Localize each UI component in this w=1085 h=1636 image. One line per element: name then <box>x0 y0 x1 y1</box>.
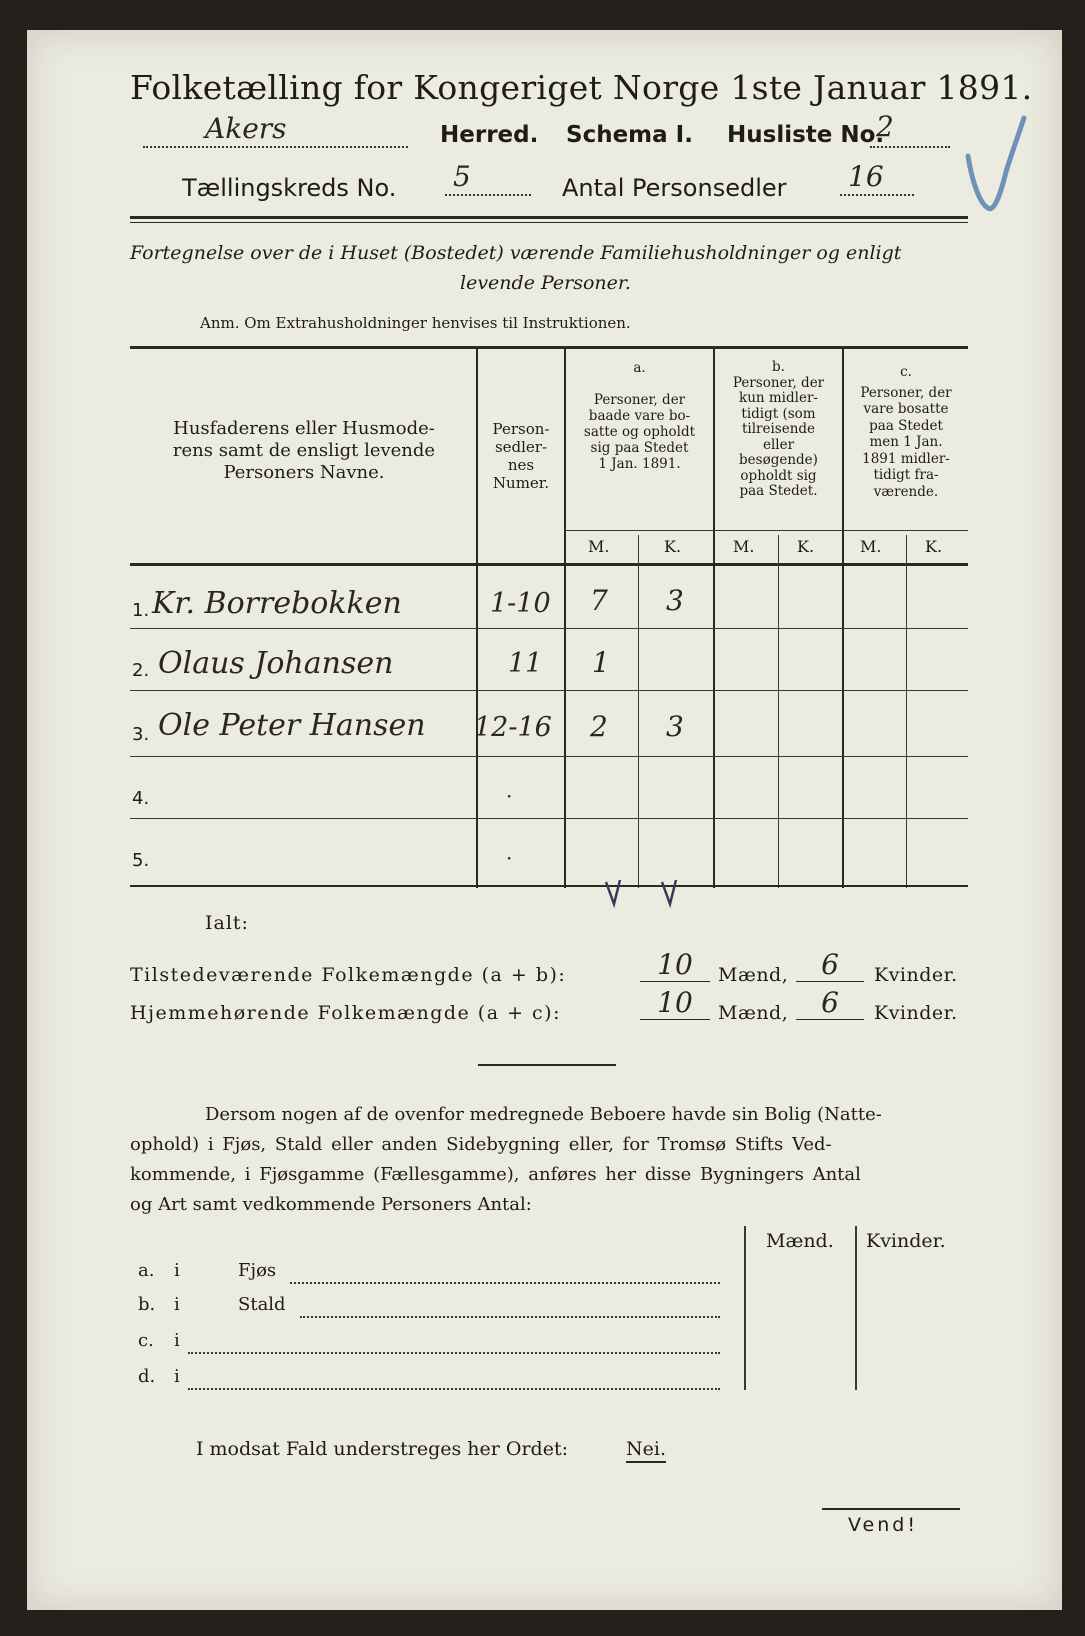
col-c-header: c. Personer, der vare bosatte paa Stedet men 1 Jan. 1891 midler- tidigt fra- værende. <box>860 364 952 500</box>
antal-field <box>840 160 916 198</box>
tilstede-maend-value: 10 <box>640 948 710 982</box>
ialt-label: Ialt: <box>205 912 249 934</box>
header-rule <box>130 216 968 219</box>
kvinder-column-head: Kvinder. <box>866 1230 946 1252</box>
nei-word: Nei. <box>626 1438 666 1463</box>
check-mark-icon <box>958 112 1038 222</box>
herred-field <box>143 112 408 148</box>
table-row: 2. Olaus Johansen 11 1 <box>132 646 610 681</box>
table-row: 3. Ole Peter Hansen 12-16 2 3 <box>132 708 684 745</box>
hjemme-kvinder-value: 6 <box>796 986 864 1020</box>
table-row: 1. Kr. Borrebokken 1-10 7 3 <box>132 584 684 621</box>
col-num-header: Person- sedler- nes Numer. <box>492 420 550 492</box>
maend-column-head: Mænd. <box>766 1230 834 1252</box>
anm-note: Anm. Om Extrahusholdninger henvises til Instruktionen. <box>200 314 631 332</box>
row-a-m: 7 <box>590 584 608 617</box>
husliste-value: 2 <box>876 110 894 143</box>
building-row-fjos: a. i Fjøs <box>138 1260 738 1290</box>
building-row-stald: b. i Stald <box>138 1294 738 1324</box>
buildings-para-2: ophold) i Fjøs, Stald eller anden Sidebygning eller, for Tromsø Stifts Ved- <box>130 1134 832 1155</box>
row-name: Ole Peter Hansen <box>158 708 426 743</box>
tilstede-kvinder-label: Kvinder. <box>874 964 958 986</box>
col-b-m-label: M. <box>733 537 755 556</box>
col-c-m-label: M. <box>860 537 882 556</box>
row-a-k: 3 <box>666 584 684 617</box>
table-row: 5. · <box>132 846 513 871</box>
kreds-label: Tællingskreds No. <box>182 174 397 202</box>
row-num-value: 11 <box>508 648 543 679</box>
tilstede-maend-label: Mænd, <box>718 964 789 986</box>
vend-text: Vend! <box>848 1514 918 1536</box>
antal-value: 16 <box>848 160 884 193</box>
kreds-field <box>445 160 533 198</box>
row-a-m: 1 <box>592 646 610 679</box>
table-row: 4. · <box>132 784 513 809</box>
section-divider <box>478 1064 616 1066</box>
form-title: Folketælling for Kongeriget Norge 1ste Januar 1891. <box>130 68 1033 107</box>
antal-label: Antal Personsedler <box>562 174 787 202</box>
tilstede-label: Tilstedeværende Folkemængde (a + b): <box>130 964 567 986</box>
row-num-value: 1-10 <box>490 588 551 619</box>
row-num-value: 12-16 <box>474 712 552 743</box>
husliste-label: Husliste No. <box>727 122 885 148</box>
col-a-m-label: M. <box>588 537 610 556</box>
col-b-k-label: K. <box>797 537 815 556</box>
schema-label: Schema I. <box>566 122 693 148</box>
col-a-k-label: K. <box>664 537 682 556</box>
building-row-c: c. i <box>138 1330 738 1360</box>
col-c-k-label: K. <box>925 537 943 556</box>
tilstede-kvinder-value: 6 <box>796 948 864 982</box>
building-row-d: d. i <box>138 1366 738 1396</box>
hjemme-kvinder-label: Kvinder. <box>874 1002 958 1024</box>
intro-line-1: Fortegnelse over de i Huset (Bostedet) værende Familiehusholdninger og enligt <box>130 242 902 264</box>
buildings-para-3: kommende, i Fjøsgamme (Fællesgamme), anføres her disse Bygningers Antal <box>130 1164 861 1185</box>
hjemme-maend-label: Mænd, <box>718 1002 789 1024</box>
intro-line-2: levende Personer. <box>460 272 631 294</box>
row-a-m: 2 <box>590 710 608 743</box>
herred-label: Herred. <box>440 122 539 148</box>
col-b-header: b. Personer, der kun midler- tidigt (som tilreisende eller besøgende) opholdt sig paa Stedet. <box>732 359 825 499</box>
kreds-value: 5 <box>453 160 471 193</box>
herred-value: Akers <box>205 112 287 145</box>
modsat-text: I modsat Fald understreges her Ordet: <box>196 1438 568 1460</box>
buildings-para-4: og Art samt vedkommende Personers Antal: <box>130 1194 532 1215</box>
hjemme-maend-value: 10 <box>640 986 710 1020</box>
hjemme-label: Hjemmehørende Folkemængde (a + c): <box>130 1002 561 1024</box>
husliste-field <box>870 110 952 150</box>
row-name: Olaus Johansen <box>158 646 394 681</box>
tally-ticks-icon <box>600 876 690 910</box>
row-name: Kr. Borrebokken <box>152 586 402 621</box>
col-name-header: Husfaderens eller Husmode- rens samt de ensligt levende Personers Navne. <box>172 418 436 483</box>
col-a-header: a. Personer, der baade vare bo- satte og opholdt sig paa Stedet 1 Jan. 1891. <box>583 360 696 472</box>
buildings-para-1: Dersom nogen af de ovenfor medregnede Beboere havde sin Bolig (Natte- <box>205 1104 882 1125</box>
table-bottom-rule <box>130 885 968 887</box>
row-a-k: 3 <box>666 710 684 743</box>
